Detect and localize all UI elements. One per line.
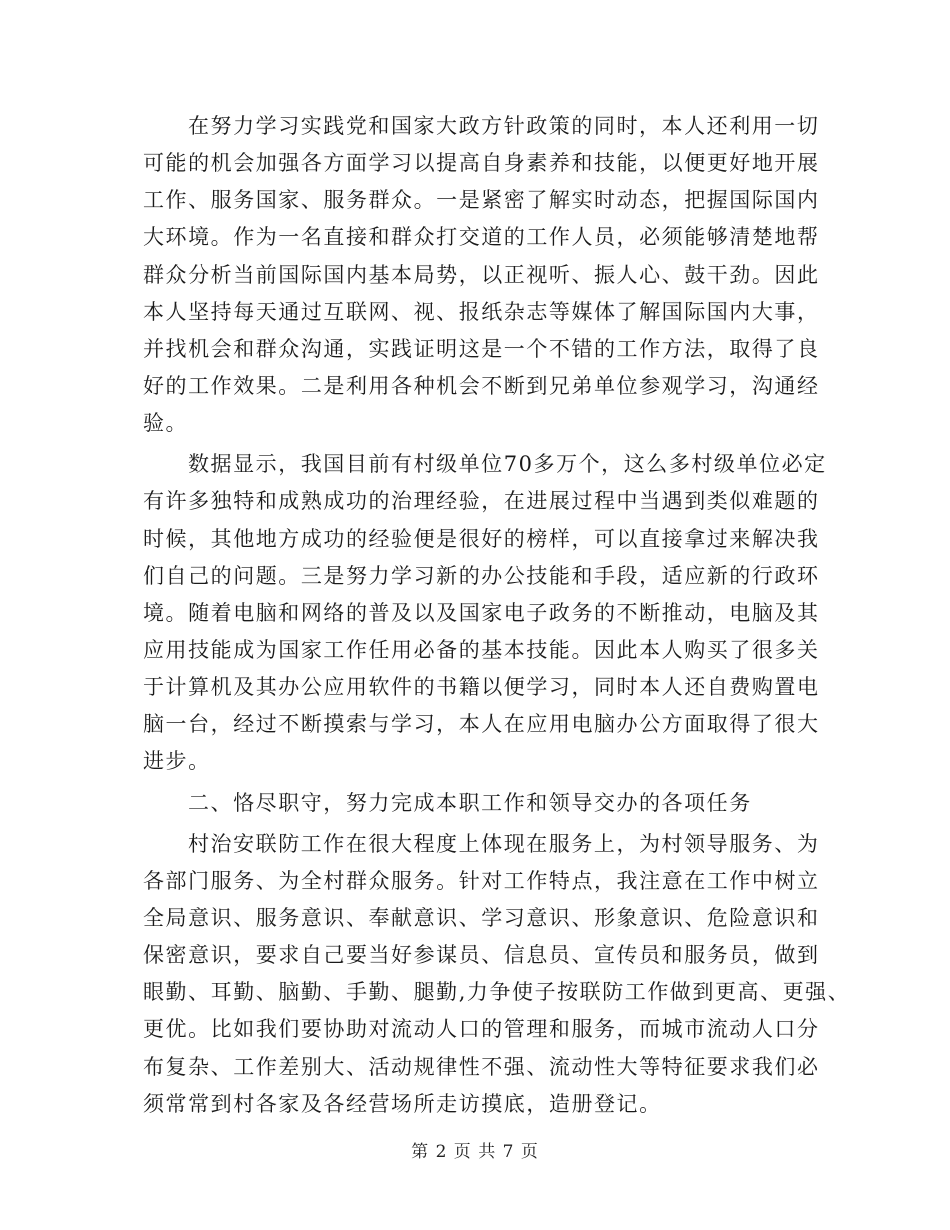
paragraph xyxy=(143,785,833,822)
text-line: 数据显示，我国目前有村级单位70多万个，这么多村级单位必定 xyxy=(188,452,827,477)
text-line: 群众分析当前国际国内基本局势，以正视听、振人心、鼓干劲。因此 xyxy=(143,262,820,287)
paragraph xyxy=(143,108,833,442)
text-line: 脑一台，经过不断摸索与学习，本人在应用电脑办公方面取得了很大 xyxy=(143,712,820,737)
page-number-footer: 第 2 页 共 7 页 xyxy=(411,1142,539,1162)
text-line: 大环境。作为一名直接和群众打交道的工作人员，必须能够清楚地帮 xyxy=(143,225,820,250)
text-line: 时候，其他地方成功的经验便是很好的榜样，可以直接拿过来解决我 xyxy=(143,526,820,551)
text-line: 工作、服务国家、服务群众。一是紧密了解实时动态，把握国际国内 xyxy=(143,188,820,213)
text-line: 们自己的问题。三是努力学习新的办公技能和手段，适应新的行政环 xyxy=(143,563,820,588)
text-line: 于计算机及其办公应用软件的书籍以便学习，同时本人还自费购置电 xyxy=(143,675,820,700)
text-line: 在努力学习实践党和国家大政方针政策的同时，本人还利用一切 xyxy=(188,114,820,138)
paragraph xyxy=(143,826,851,1123)
text-line: 二、恪尽职守，努力完成本职工作和领导交办的各项任务 xyxy=(188,790,752,815)
text-line: 布复杂、工作差别大、活动规律性不强、流动性大等特征要求我们必 xyxy=(143,1054,820,1079)
text-line: 验。 xyxy=(143,411,189,436)
text-line: 村治安联防工作在很大程度上体现在服务上，为村领导服务、为 xyxy=(188,831,820,856)
text-line: 眼勤、耳勤、脑勤、手勤、腿勤,力争使子按联防工作做到更高、更强、 xyxy=(143,980,851,1005)
text-line: 保密意识，要求自己要当好参谋员、信息员、宣传员和服务员，做到 xyxy=(143,943,820,968)
text-line: 有许多独特和成熟成功的治理经验，在进展过程中当遇到类似难题的 xyxy=(143,489,820,514)
paragraph xyxy=(143,446,833,780)
text-line: 可能的机会加强各方面学习以提高自身素养和技能，以便更好地开展 xyxy=(143,151,820,176)
text-line: 本人坚持每天通过互联网、视、报纸杂志等媒体了解国际国内大事， xyxy=(143,299,820,324)
text-line: 好的工作效果。二是利用各种机会不断到兄弟单位参观学习，沟通经 xyxy=(143,373,820,398)
text-line: 各部门服务、为全村群众服务。针对工作特点，我注意在工作中树立 xyxy=(143,868,820,893)
text-line: 更优。比如我们要协助对流动人口的管理和服务，而城市流动人口分 xyxy=(143,1017,820,1042)
text-line: 应用技能成为国家工作任用必备的基本技能。因此本人购买了很多关 xyxy=(143,637,820,662)
text-line: 进步。 xyxy=(143,749,211,774)
document-body xyxy=(143,108,851,1123)
text-line: 并找机会和群众沟通，实践证明这是一个不错的工作方法，取得了良 xyxy=(143,336,820,361)
text-line: 须常常到村各家及各经营场所走访摸底，造册登记。 xyxy=(143,1091,662,1116)
text-line: 全局意识、服务意识、奉献意识、学习意识、形象意识、危险意识和 xyxy=(143,905,820,930)
text-line: 境。随着电脑和网络的普及以及国家电子政务的不断推动，电脑及其 xyxy=(143,600,820,625)
